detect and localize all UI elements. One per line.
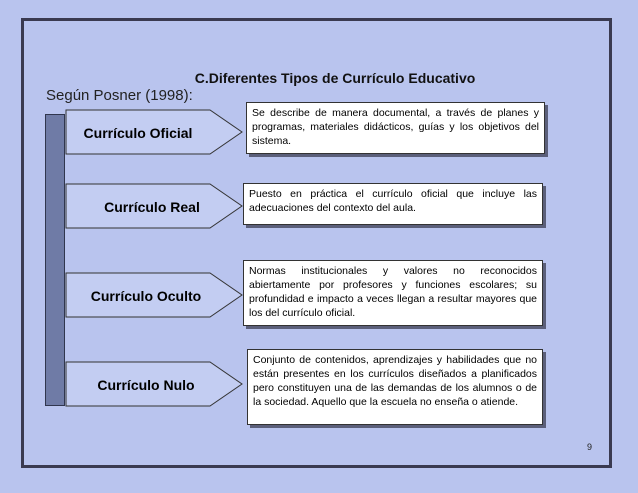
page-number: 9 bbox=[587, 442, 593, 452]
tag-label: Currículo Nulo bbox=[97, 376, 195, 393]
slide-title: C.Diferentes Tipos de Currículo Educativo bbox=[194, 70, 476, 86]
tag-label: Currículo Oficial bbox=[83, 124, 193, 141]
vertical-connector-bar bbox=[45, 114, 65, 406]
description-box-curriculo-oficial: Se describe de manera documental, a través de planes y programas, materiales didácticos, guías y los objetivos del sistema. bbox=[246, 102, 545, 154]
tag-label: Currículo Real bbox=[104, 198, 200, 215]
description-box-curriculo-nulo: Conjunto de contenidos, aprendizajes y habilidades que no están presentes en los currículos diseñados a planificados pero constituyen una de las demandas de los alumnos o de la sociedad. Aquello que la escuela no enseña o atiende. bbox=[247, 349, 543, 425]
tag-curriculo-oculto bbox=[66, 273, 246, 318]
tag-curriculo-real bbox=[66, 184, 246, 229]
description-box-curriculo-oculto: Normas institucionales y valores no reconocidos abiertamente por profesores y funciones escolares; su profundidad e impacto a veces llegan a resultar mayores que los del currículo oficial. bbox=[243, 260, 543, 326]
tag-label: Currículo Oculto bbox=[90, 287, 202, 304]
slide-subtitle: Según Posner (1998): bbox=[46, 87, 193, 104]
tag-curriculo-oficial bbox=[66, 110, 246, 155]
tag-curriculo-nulo bbox=[66, 362, 246, 407]
description-box-curriculo-real: Puesto en práctica el currículo oficial que incluye las adecuaciones del contexto del aula. bbox=[243, 183, 543, 225]
